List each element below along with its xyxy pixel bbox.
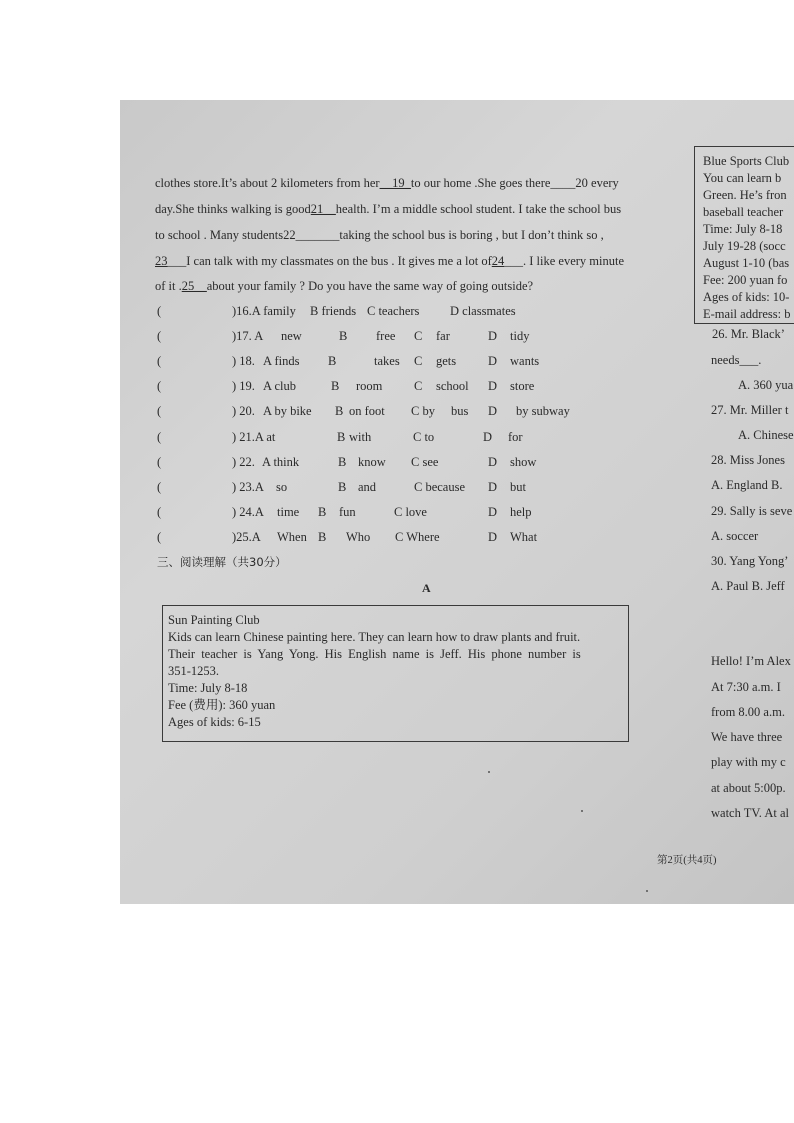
- question-25-option-c: C Where: [395, 530, 440, 544]
- right-passage-line: from 8.00 a.m.: [711, 705, 785, 719]
- question-19-option-a: A club: [263, 379, 296, 393]
- question-19-c-letter: C: [414, 379, 423, 393]
- question-20-option-a: A by bike: [263, 404, 312, 418]
- question-25-number: )25.A: [232, 530, 261, 544]
- question-22-d-letter: D: [488, 455, 498, 469]
- question-21-paren: (: [157, 430, 162, 444]
- question-20-paren: (: [157, 404, 162, 418]
- question-18-option-a: A finds: [263, 354, 300, 368]
- right-question-26-option: A. 360 yua: [738, 378, 794, 392]
- question-21-option-a: ) 21.A at: [232, 430, 276, 444]
- question-17-number: )17. A: [232, 329, 264, 343]
- right-question-26-line: needs___.: [711, 353, 762, 367]
- question-18-b-letter: B: [328, 354, 337, 368]
- question-19-number: ) 19.: [232, 379, 255, 393]
- question-17-b-letter: B: [339, 329, 348, 343]
- question-21-option-d: for: [508, 430, 523, 444]
- question-22-option-d: show: [510, 455, 537, 469]
- right-question-28-option: A. England B.: [711, 478, 783, 492]
- passage-line-1: [155, 175, 619, 191]
- blue-club-line: Ages of kids: 10-: [703, 290, 790, 304]
- question-25-option-a: When: [277, 530, 307, 544]
- text-run: to school . Many students22_______taking the school bus is boring , but I don’t think so ,: [155, 228, 604, 242]
- question-20-option-c: bus: [451, 404, 469, 418]
- right-passage-line: We have three: [711, 730, 783, 744]
- question-20-b-letter: B: [335, 404, 344, 418]
- speck: [488, 771, 490, 773]
- right-question-27-option: A. Chinese: [738, 428, 794, 442]
- sun-club-time: Time: July 8-18: [168, 681, 248, 695]
- question-24-paren: (: [157, 505, 162, 519]
- blue-club-line: August 1-10 (bas: [703, 256, 790, 270]
- question-25-paren: (: [157, 530, 162, 544]
- sun-club-ages: Ages of kids: 6-15: [168, 715, 261, 729]
- right-passage-line: at about 5:00p.: [711, 781, 786, 795]
- blank-25: 25__: [181, 279, 207, 293]
- question-22-option-b: know: [358, 455, 386, 469]
- blank-19: __19_: [379, 176, 411, 190]
- text-run: of it .: [155, 279, 182, 293]
- blue-club-line: Time: July 8-18: [703, 222, 783, 236]
- blue-club-title: Blue Sports Club: [703, 154, 790, 168]
- question-16-option-b: B friends: [310, 304, 357, 318]
- question-22-b-letter: B: [338, 455, 347, 469]
- question-20-option-b: on foot: [349, 404, 385, 418]
- question-24-option-a: time: [277, 505, 300, 519]
- question-20-d-letter: D: [488, 404, 498, 418]
- right-question-30: 30. Yang Yong’: [711, 554, 789, 568]
- question-20-option-d: by subway: [516, 404, 570, 418]
- question-23-paren: (: [157, 480, 162, 494]
- question-19-option-b: room: [356, 379, 383, 393]
- section-title: 三、阅读理解（共30分）: [157, 555, 287, 569]
- question-21-option-b: with: [349, 430, 372, 444]
- blue-club-line: You can learn b: [703, 171, 782, 185]
- question-18-number: ) 18.: [232, 354, 255, 368]
- question-23-d-letter: D: [488, 480, 498, 494]
- question-17-c-letter: C: [414, 329, 423, 343]
- question-18-option-d: wants: [510, 354, 540, 368]
- text-run: ___I can talk with my classmates on the bus . It gives me a lot of: [167, 254, 492, 268]
- question-24-option-c: C love: [394, 505, 427, 519]
- sun-club-line: Kids can learn Chinese painting here. They can learn how to draw plants and fruit.: [168, 630, 581, 644]
- question-22-number: ) 22.: [232, 455, 255, 469]
- passage-line-5: [155, 278, 533, 294]
- right-passage-line: At 7:30 a.m. I: [711, 680, 781, 694]
- sun-club-line: Their teacher is Yang Yong. His English name is Jeff. His phone number is: [168, 647, 581, 661]
- passage-line-4: [155, 253, 624, 269]
- page-number: 第2页(共4页): [657, 855, 717, 866]
- question-19-b-letter: B: [331, 379, 340, 393]
- right-question-29: 29. Sally is seve: [711, 504, 793, 518]
- question-19-paren: (: [157, 379, 162, 393]
- speck: [581, 810, 583, 812]
- sun-painting-club-box: [162, 605, 629, 742]
- blue-club-line: Fee: 200 yuan fo: [703, 273, 788, 287]
- blank-23: 23: [155, 254, 168, 268]
- right-question-26: 26. Mr. Black’: [712, 327, 785, 341]
- question-25-b-letter: B: [318, 530, 327, 544]
- question-23-option-b: and: [358, 480, 377, 494]
- question-24-number: ) 24.A: [232, 505, 264, 519]
- question-24-option-d: help: [510, 505, 532, 519]
- question-16-paren: (: [157, 304, 162, 318]
- question-18-option-c: gets: [436, 354, 457, 368]
- question-18-option-b: takes: [374, 354, 400, 368]
- right-passage-line: Hello! I’m Alex: [711, 654, 791, 668]
- passage-line-3: [155, 227, 604, 243]
- question-17-option-b: free: [376, 329, 396, 343]
- right-question-27: 27. Mr. Miller t: [711, 403, 789, 417]
- blue-club-line: E-mail address: b: [703, 307, 791, 321]
- question-24-d-letter: D: [488, 505, 498, 519]
- question-19-option-d: store: [510, 379, 535, 393]
- question-22-option-c: C see: [411, 455, 439, 469]
- blue-club-line: baseball teacher: [703, 205, 784, 219]
- question-21-b-letter: B: [337, 430, 346, 444]
- blank-24: 24: [491, 254, 505, 268]
- question-23-option-c: C because: [414, 480, 466, 494]
- speck: [646, 890, 648, 892]
- right-question-28: 28. Miss Jones: [711, 453, 785, 467]
- question-16-option-a: )16.A family: [232, 304, 296, 318]
- question-25-option-d: What: [510, 530, 538, 544]
- exam-page-photo: [120, 100, 794, 904]
- question-18-paren: (: [157, 354, 162, 368]
- right-question-30-option: A. Paul B. Jeff: [711, 579, 785, 593]
- passage-label: A: [422, 581, 431, 595]
- blue-sports-club-box: [694, 146, 794, 324]
- text-run: health. I’m a middle school student. I take the school bus: [335, 202, 622, 216]
- question-17-option-c: far: [436, 329, 450, 343]
- passage-line-2: [155, 201, 621, 217]
- text-run: clothes store.It’s about 2 kilometers from her: [155, 176, 380, 190]
- question-21-option-c: C to: [413, 430, 435, 444]
- question-22-paren: (: [157, 455, 162, 469]
- question-25-option-b: Who: [346, 530, 371, 544]
- question-25-d-letter: D: [488, 530, 498, 544]
- question-19-option-c: school: [436, 379, 469, 393]
- sun-club-fee: Fee (费用): 360 yuan: [168, 698, 276, 712]
- question-17-option-d: tidy: [510, 329, 530, 343]
- question-23-number: ) 23.A: [232, 480, 264, 494]
- question-17-option-a: new: [281, 329, 302, 343]
- question-16-option-c: C teachers: [367, 304, 420, 318]
- sun-club-title: Sun Painting Club: [168, 613, 260, 627]
- question-17-paren: (: [157, 329, 162, 343]
- text-run: about your family ? Do you have the same way of going outside?: [206, 279, 534, 293]
- question-23-option-a: so: [276, 480, 288, 494]
- question-20-c-letter: C by: [411, 404, 435, 418]
- question-24-option-b: fun: [339, 505, 356, 519]
- blue-club-line: July 19-28 (socc: [703, 239, 786, 253]
- blank-21: 21__: [310, 202, 336, 216]
- question-21-d-letter: D: [483, 430, 493, 444]
- question-23-option-d: but: [510, 480, 526, 494]
- question-22-option-a: A think: [262, 455, 300, 469]
- question-16-option-d: D classmates: [450, 304, 516, 318]
- question-18-c-letter: C: [414, 354, 423, 368]
- question-20-number: ) 20.: [232, 404, 255, 418]
- right-passage-line: play with my c: [711, 755, 786, 769]
- text-run: day.She thinks walking is good: [155, 202, 311, 216]
- right-question-29-option: A. soccer: [711, 529, 759, 543]
- sun-club-phone: 351-1253.: [168, 664, 220, 678]
- text-run: ___. I like every minute: [504, 254, 625, 268]
- question-19-d-letter: D: [488, 379, 498, 393]
- question-24-b-letter: B: [318, 505, 327, 519]
- question-23-b-letter: B: [338, 480, 347, 494]
- text-run: to our home .She goes there____20 every: [410, 176, 619, 190]
- right-passage-line: watch TV. At al: [711, 806, 790, 820]
- question-18-d-letter: D: [488, 354, 498, 368]
- question-17-d-letter: D: [488, 329, 498, 343]
- blue-club-line: Green. He’s fron: [703, 188, 787, 202]
